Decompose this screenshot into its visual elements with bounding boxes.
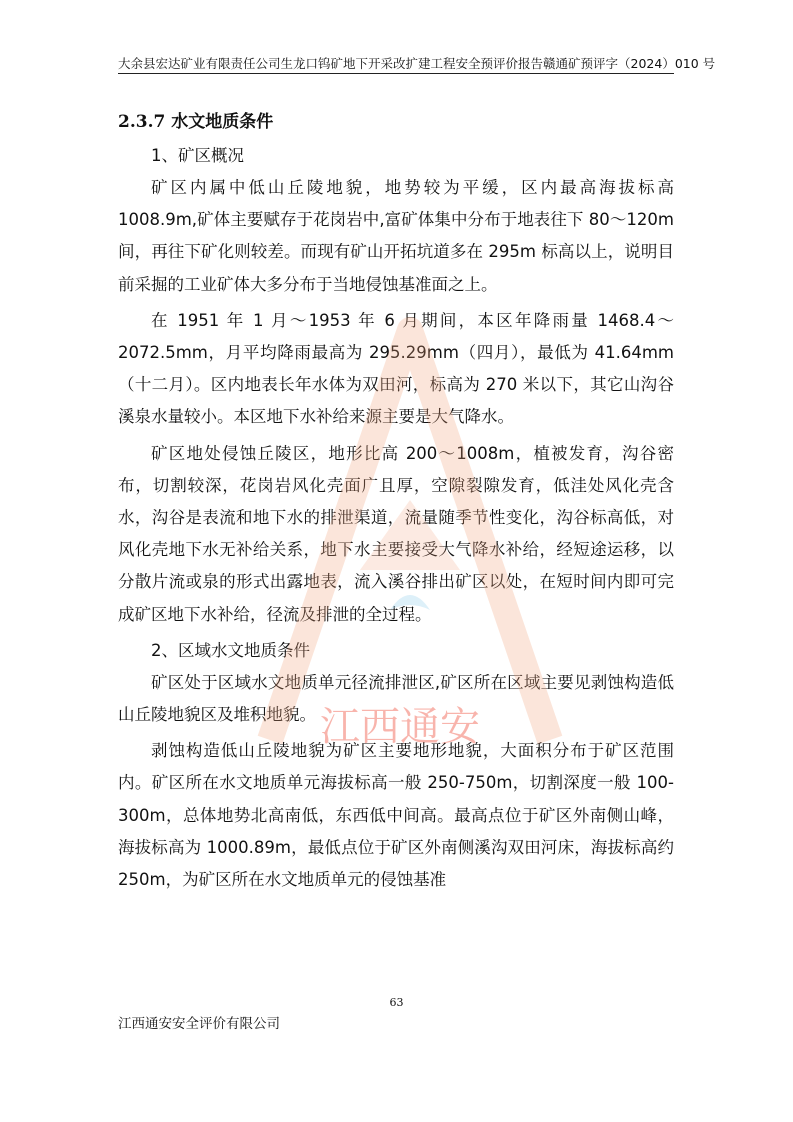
section-title: 2.3.7 水文地质条件 [118, 112, 274, 132]
paragraph: 在 1951 年 1 月～1953 年 6 月期间，本区年降雨量 1468.4～2072.5mm，月平均降雨最高为 295.29mm（四月），最低为 41.64mm（十二月）。区内地表长年水体为双田河，标高为 270 米以下，其它山沟谷溪泉水量较小。本区地下水补给来源主要是大气降水。 [118, 310, 674, 427]
page-number: 63 [389, 996, 404, 1009]
paragraph: 矿区地处侵蚀丘陵区，地形比高 200～1008m，植被发育，沟谷密布，切割较深，花岗岩风化壳面广且厚，空隙裂隙发育，低洼处风化壳含水，沟谷是表流和地下水的排泄渠道，流量随季节性变化，沟谷标高低，对风化壳地下水无补给关系，地下水主要接受大气降水补给，经短途运移，以分散片流或泉的形式出露地表，流入溪谷排出矿区以处，在短时间内即可完成矿区地下水补给，径流及排泄的全过程。 [118, 443, 674, 624]
page-header: 大余县宏达矿业有限责任公司生龙口钨矿地下开采改扩建工程安全预评价报告赣通矿预评字（2024）010 号 [118, 56, 716, 71]
paragraph: 矿区内属中低山丘陵地貌，地势较为平缓，区内最高海拔标高1008.9m,矿体主要赋存于花岗岩中,富矿体集中分布于地表往下 80～120m 间，再往下矿化则较差。而现有矿山开拓坑道多在 295m 标高以上，说明目前采掘的工业矿体大多分布于当地侵蚀基准面之上。 [118, 178, 674, 294]
paragraph: 剥蚀构造低山丘陵地貌为矿区主要地形地貌，大面积分布于矿区范围内。矿区所在水文地质单元海拔标高一般 250-750m，切割深度一般 100-300m，总体地势北高南低，东西低中间高。最高点位于矿区外南侧山峰，海拔标高为 1000.89m，最低点位于矿区外南侧溪沟双田河床，海拔标高约 250m，为矿区所在水文地质单元的侵蚀基准 [118, 741, 674, 890]
header-rule [118, 73, 674, 74]
footer-company: 江西通安安全评价有限公司 [118, 1016, 280, 1032]
document-body [118, 108, 674, 900]
svg-text:江西通安: 江西通安 [320, 704, 480, 750]
subsection-heading-2: 2、区域水文地质条件 [151, 640, 310, 660]
subsection-heading-1: 1、矿区概况 [151, 146, 244, 165]
paragraph: 矿区处于区域水文地质单元径流排泄区,矿区所在区域主要见剥蚀构造低山丘陵地貌区及堆积地貌。 [118, 672, 674, 725]
